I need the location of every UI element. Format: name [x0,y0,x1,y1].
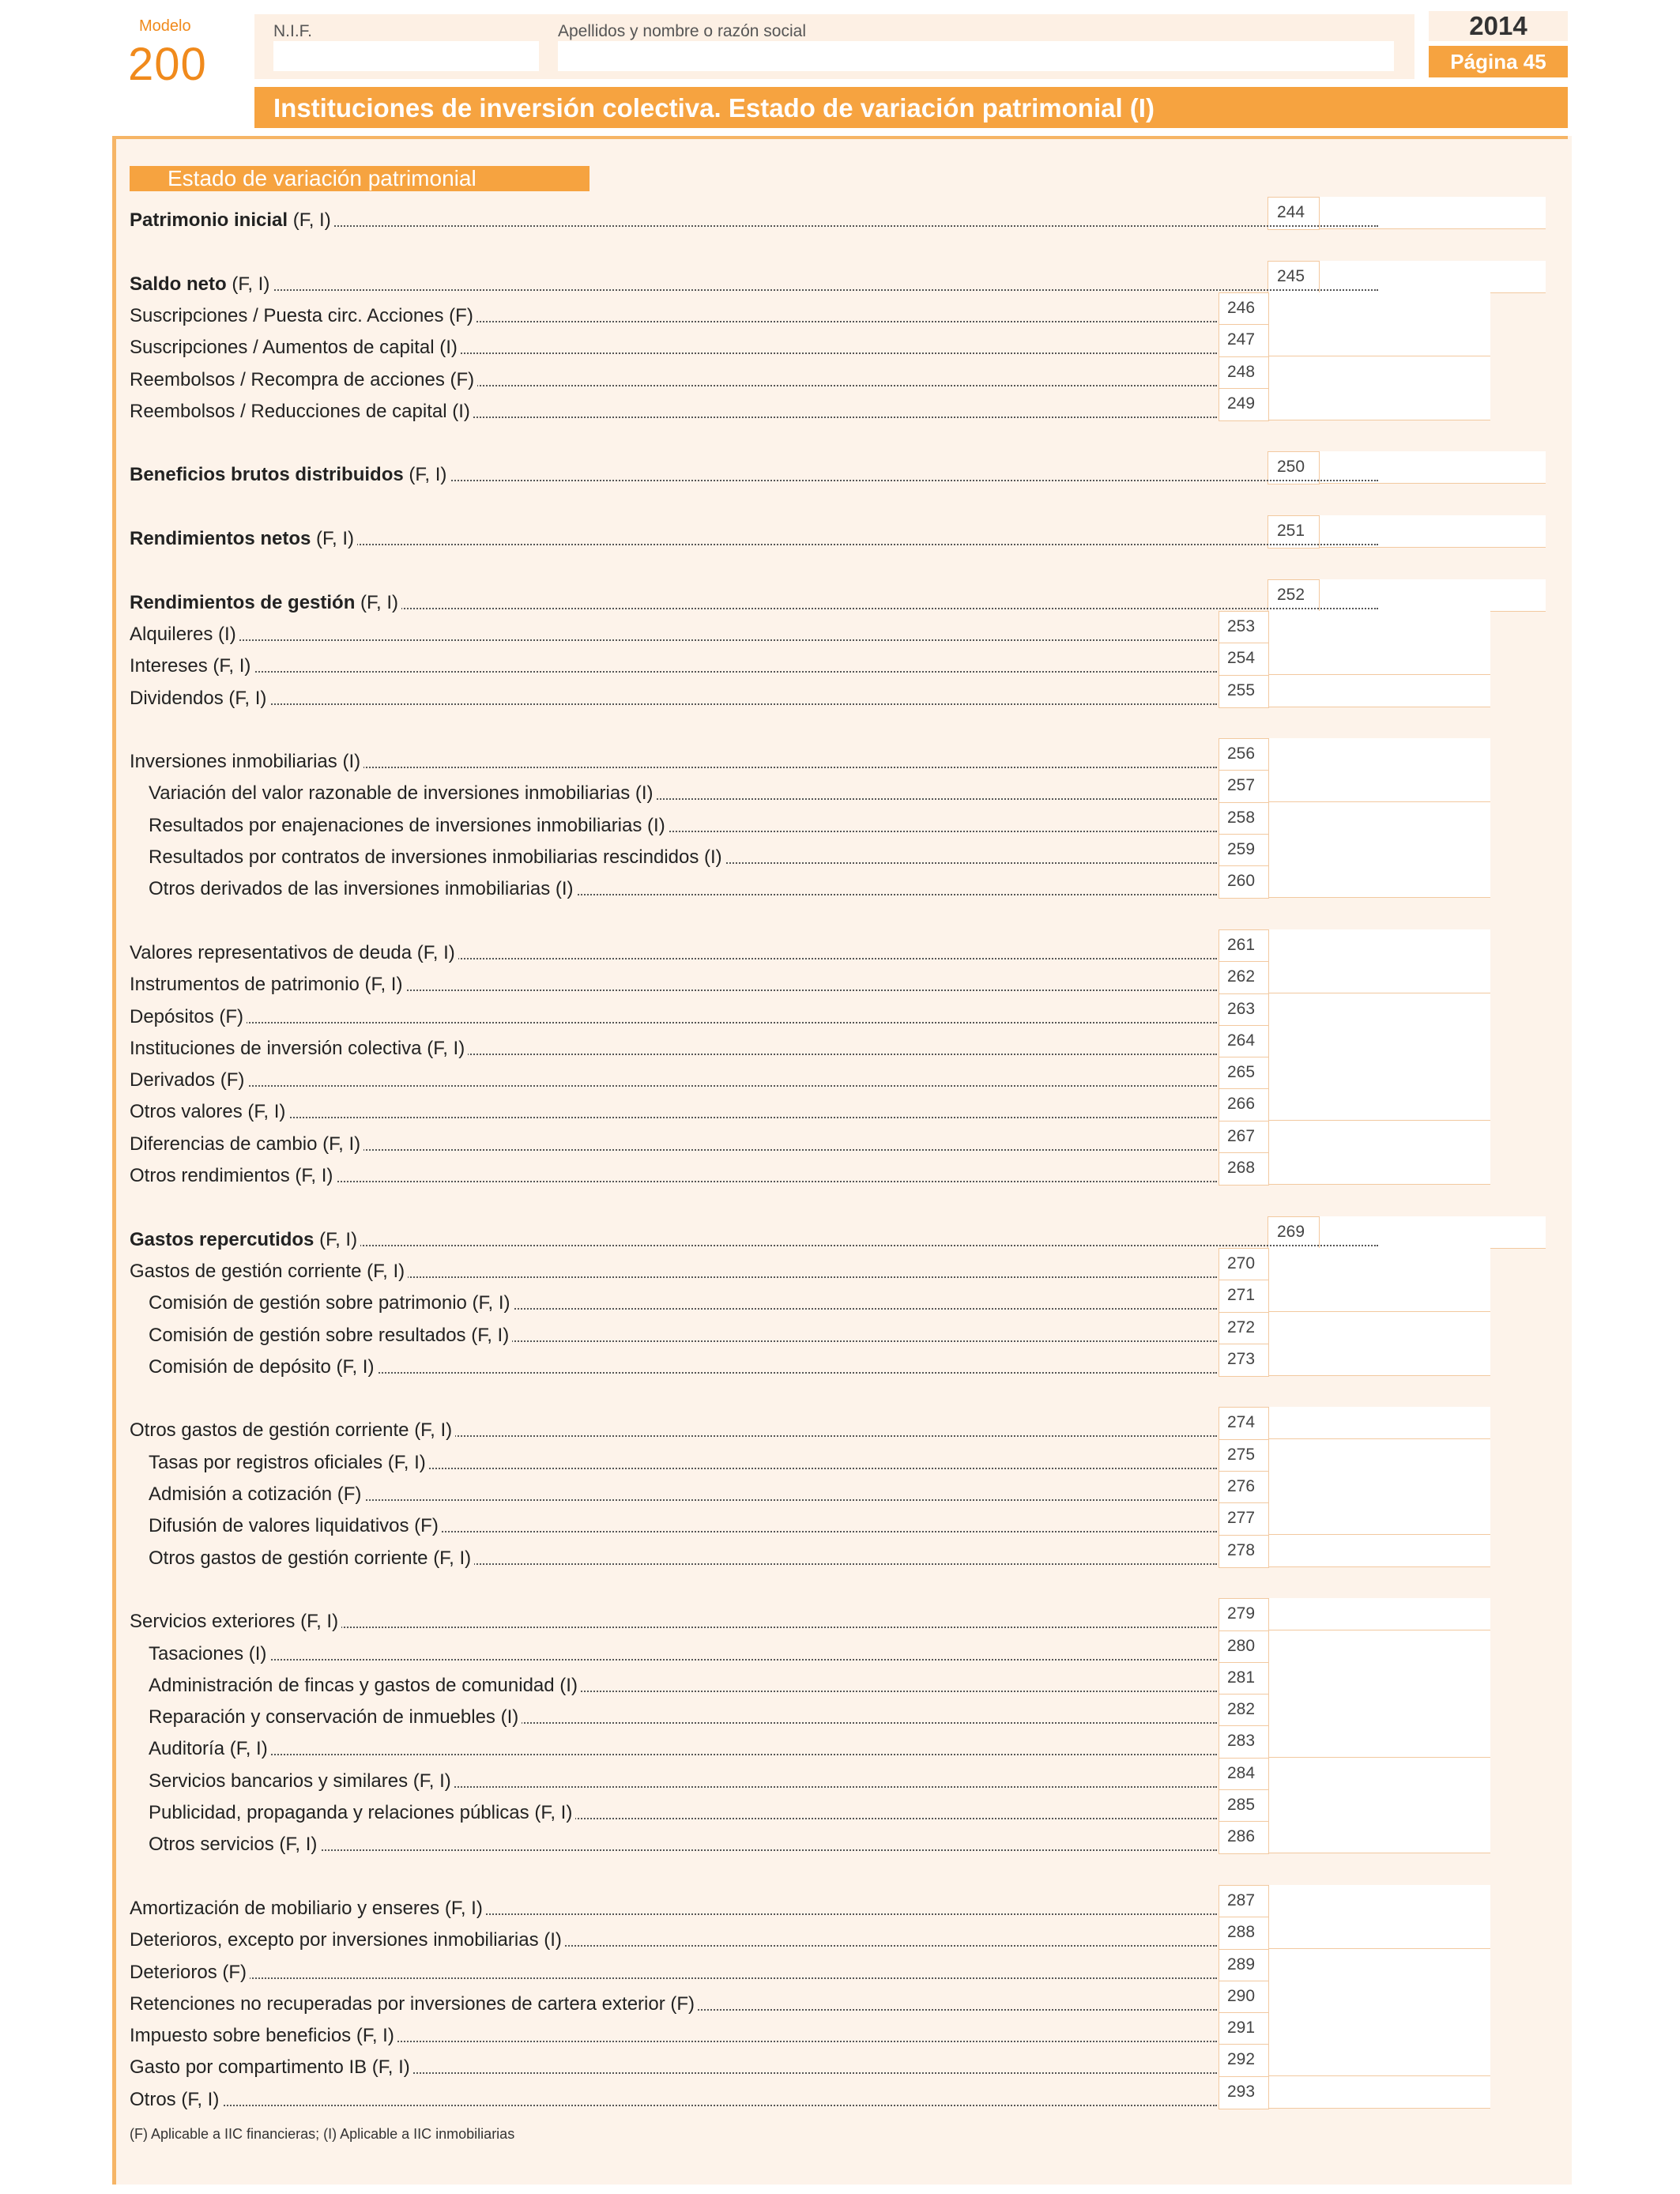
box-code-286: 286 [1227,1827,1256,1845]
box-code-256: 256 [1227,745,1256,763]
amount-field-251[interactable] [1320,515,1546,548]
amount-field-266[interactable] [1269,1088,1490,1121]
amount-field-280[interactable] [1269,1630,1490,1663]
row-label: Otros valores (F, I) [130,1101,288,1123]
box-code-284: 284 [1227,1764,1256,1782]
row-label: Admisión a cotización (F) [149,1483,364,1506]
form-row-281 [130,1667,1217,1698]
row-label: Suscripciones / Puesta circ. Acciones (F) [130,305,477,327]
form-row-285 [130,1794,1217,1826]
amount-field-288[interactable] [1269,1917,1490,1949]
amount-field-275[interactable] [1269,1439,1490,1472]
box-code-274: 274 [1227,1413,1256,1431]
row-label: Amortización de mobiliario y enseres (F, I) [130,1898,486,1920]
form-row-283 [130,1730,1217,1762]
amount-field-283[interactable] [1269,1725,1490,1758]
form-row-244 [130,202,1378,233]
amount-field-270[interactable] [1269,1248,1490,1280]
leader-dots [130,703,1217,705]
row-label: Alquileres (I) [130,624,239,646]
row-label: Difusión de valores liquidativos (F) [149,1515,442,1537]
form-row-267 [130,1125,1217,1157]
row-label: Comisión de gestión sobre resultados (F, I) [149,1325,512,1347]
amount-field-262[interactable] [1269,961,1490,993]
amount-field-245[interactable] [1320,261,1546,293]
amount-field-253[interactable] [1269,611,1490,643]
row-label: Depósitos (F) [130,1006,247,1028]
row-label: Retenciones no recuperadas por inversiones de cartera exterior (F) [130,1993,698,2015]
row-label: Rendimientos de gestión (F, I) [130,592,401,614]
box-code-278: 278 [1227,1541,1256,1559]
modelo-label: Modelo [139,17,191,35]
box-code-251: 251 [1277,522,1305,540]
row-label: Reembolsos / Recompra de acciones (F) [130,369,477,391]
box-code-270: 270 [1227,1254,1256,1272]
panel-top-border [112,136,1568,139]
row-label: Instituciones de inversión colectiva (F, I) [130,1038,468,1060]
amount-field-282[interactable] [1269,1694,1490,1726]
row-label: Patrimonio inicial (F, I) [130,209,334,232]
form-row-257 [130,775,1217,806]
row-label: Inversiones inmobiliarias (I) [130,751,363,773]
amount-field-286[interactable] [1269,1821,1490,1853]
amount-field-264[interactable] [1269,1025,1490,1057]
name-label: Apellidos y nombre o razón social [558,22,806,40]
amount-field-278[interactable] [1269,1535,1490,1567]
form-row-273 [130,1348,1217,1380]
form-row-255 [130,680,1217,711]
nif-field[interactable] [273,41,539,71]
amount-field-279[interactable] [1269,1598,1490,1630]
box-code-285: 285 [1227,1796,1256,1814]
box-code-263: 263 [1227,1000,1256,1018]
box-code-260: 260 [1227,872,1256,890]
row-label: Beneficios brutos distribuidos (F, I) [130,464,450,486]
section-title: Estado de variación patrimonial [168,166,477,190]
leader-dots [130,671,1217,673]
box-code-258: 258 [1227,809,1256,827]
form-row-279 [130,1603,1217,1634]
amount-field-249[interactable] [1269,388,1490,420]
amount-field-289[interactable] [1269,1949,1490,1981]
row-label: Resultados por enajenaciones de inversiones inmobiliarias (I) [149,815,669,837]
row-label: Resultados por contratos de inversiones inmobiliarias rescindidos (I) [149,846,725,869]
form-row-261 [130,934,1217,966]
form-row-291 [130,2017,1217,2049]
box-code-290: 290 [1227,1987,1256,2005]
box-code-265: 265 [1227,1063,1256,1081]
form-row-265 [130,1061,1217,1093]
form-row-258 [130,807,1217,839]
row-label: Saldo neto (F, I) [130,273,273,296]
amount-field-272[interactable] [1269,1312,1490,1344]
box-code-246: 246 [1227,299,1256,317]
box-code-267: 267 [1227,1127,1256,1145]
box-code-266: 266 [1227,1095,1256,1113]
form-row-268 [130,1157,1217,1189]
amount-field-277[interactable] [1269,1502,1490,1535]
row-label: Reembolsos / Reducciones de capital (I) [130,401,473,423]
page-badge: Página 45 [1429,46,1568,77]
row-label: Publicidad, propaganda y relaciones públicas (F, I) [149,1802,575,1824]
box-code-257: 257 [1227,776,1256,794]
row-label: Reparación y conservación de inmuebles (I) [149,1706,522,1728]
modelo-number: 200 [128,39,207,90]
box-code-269: 269 [1277,1223,1305,1241]
amount-field-252[interactable] [1320,579,1546,612]
form-row-248 [130,361,1217,393]
row-label: Auditoría (F, I) [149,1738,271,1760]
row-label: Otros (F, I) [130,2089,222,2111]
amount-field-284[interactable] [1269,1758,1490,1790]
amount-field-265[interactable] [1269,1057,1490,1089]
amount-field-246[interactable] [1269,292,1490,325]
amount-field-255[interactable] [1269,675,1490,707]
row-label: Otros gastos de gestión corriente (F, I) [130,1419,455,1442]
form-row-275 [130,1444,1217,1476]
form-row-250 [130,456,1378,488]
form-row-293 [130,2081,1217,2113]
row-label: Comisión de gestión sobre patrimonio (F, I) [149,1292,514,1314]
form-row-272 [130,1317,1217,1348]
box-code-283: 283 [1227,1732,1256,1750]
leader-dots [130,2105,1217,2106]
box-code-287: 287 [1227,1891,1256,1909]
box-code-250: 250 [1277,458,1305,476]
form-row-271 [130,1284,1217,1316]
form-row-287 [130,1890,1217,1921]
form-row-260 [130,870,1217,902]
form-row-259 [130,839,1217,870]
form-row-252 [130,584,1378,616]
form-row-278 [130,1540,1217,1571]
amount-field-291[interactable] [1269,2012,1490,2045]
row-label: Gastos repercutidos (F, I) [130,1229,360,1251]
row-label: Tasaciones (I) [149,1643,269,1665]
row-label: Deterioros, excepto por inversiones inmobiliarias (I) [130,1929,565,1951]
row-label: Gasto por compartimento IB (F, I) [130,2056,413,2079]
row-label: Otros rendimientos (F, I) [130,1165,336,1187]
amount-field-269[interactable] [1320,1216,1546,1249]
form-row-270 [130,1253,1217,1284]
leader-dots [130,289,1378,291]
box-code-255: 255 [1227,681,1256,699]
row-label: Otros servicios (F, I) [149,1834,320,1856]
box-code-244: 244 [1277,203,1305,221]
nif-label: N.I.F. [273,22,313,40]
form-row-249 [130,393,1217,424]
amount-field-271[interactable] [1269,1280,1490,1312]
amount-field-267[interactable] [1269,1121,1490,1153]
box-code-281: 281 [1227,1668,1256,1687]
form-row-245 [130,266,1378,297]
year-badge: 2014 [1429,11,1568,41]
name-field[interactable] [558,41,1394,71]
row-label: Servicios bancarios y similares (F, I) [149,1770,454,1793]
row-label: Comisión de depósito (F, I) [149,1356,377,1378]
row-label: Deterioros (F) [130,1962,250,1984]
form-row-263 [130,998,1217,1030]
form-row-286 [130,1826,1217,1857]
amount-field-293[interactable] [1269,2076,1490,2109]
amount-field-273[interactable] [1269,1344,1490,1376]
amount-field-268[interactable] [1269,1152,1490,1185]
form-row-282 [130,1698,1217,1730]
box-code-268: 268 [1227,1159,1256,1177]
row-label: Derivados (F) [130,1069,247,1091]
box-code-252: 252 [1277,586,1305,604]
amount-field-261[interactable] [1269,929,1490,962]
box-code-280: 280 [1227,1637,1256,1655]
box-code-247: 247 [1227,330,1256,349]
amount-field-250[interactable] [1320,451,1546,484]
amount-field-274[interactable] [1269,1407,1490,1439]
amount-field-287[interactable] [1269,1885,1490,1917]
row-label: Dividendos (F, I) [130,688,269,710]
form-row-251 [130,520,1378,552]
form-row-247 [130,329,1217,360]
page-title: Instituciones de inversión colectiva. Estado de variación patrimonial (I) [273,93,1155,123]
row-label: Gastos de gestión corriente (F, I) [130,1261,408,1283]
box-code-253: 253 [1227,617,1256,635]
form-row-262 [130,966,1217,997]
row-label: Otros gastos de gestión corriente (F, I) [149,1547,474,1570]
amount-field-292[interactable] [1269,2044,1490,2076]
form-row-276 [130,1476,1217,1507]
leader-dots [149,1754,1217,1755]
amount-field-276[interactable] [1269,1471,1490,1503]
box-code-272: 272 [1227,1318,1256,1336]
box-code-279: 279 [1227,1604,1256,1623]
form-row-290 [130,1985,1217,2017]
box-code-273: 273 [1227,1350,1256,1368]
box-code-264: 264 [1227,1031,1256,1050]
row-label: Variación del valor razonable de inversiones inmobiliarias (I) [149,782,657,805]
row-label: Administración de fincas y gastos de comunidad (I) [149,1675,581,1697]
row-label: Rendimientos netos (F, I) [130,528,357,550]
amount-field-256[interactable] [1269,738,1490,771]
box-code-248: 248 [1227,363,1256,381]
box-code-288: 288 [1227,1923,1256,1941]
amount-field-260[interactable] [1269,865,1490,898]
leader-dots [149,1659,1217,1661]
form-row-256 [130,743,1217,775]
box-code-259: 259 [1227,840,1256,858]
form-row-284 [130,1762,1217,1794]
box-code-289: 289 [1227,1955,1256,1973]
amount-field-244[interactable] [1320,197,1546,229]
box-code-249: 249 [1227,394,1256,413]
amount-field-281[interactable] [1269,1662,1490,1695]
box-code-275: 275 [1227,1446,1256,1464]
form-row-289 [130,1954,1217,1985]
amount-field-248[interactable] [1269,356,1490,389]
row-label: Valores representativos de deuda (F, I) [130,942,458,964]
row-label: Instrumentos de patrimonio (F, I) [130,974,405,996]
form-row-292 [130,2049,1217,2080]
box-code-282: 282 [1227,1700,1256,1718]
leader-dots [130,1022,1217,1023]
box-code-293: 293 [1227,2083,1256,2101]
amount-field-285[interactable] [1269,1789,1490,1822]
form-row-266 [130,1093,1217,1125]
leader-dots [130,639,1217,641]
amount-field-290[interactable] [1269,1981,1490,2013]
form-row-280 [130,1635,1217,1667]
footnote: (F) Aplicable a IIC financieras; (I) Aplicable a IIC inmobiliarias [130,2126,515,2142]
leader-dots [130,1117,1217,1118]
amount-field-258[interactable] [1269,802,1490,835]
row-label: Diferencias de cambio (F, I) [130,1133,363,1155]
box-code-245: 245 [1277,267,1305,285]
form-row-269 [130,1221,1378,1253]
amount-field-247[interactable] [1269,324,1490,356]
box-code-291: 291 [1227,2019,1256,2037]
box-code-277: 277 [1227,1509,1256,1527]
box-code-261: 261 [1227,936,1256,954]
box-code-292: 292 [1227,2050,1256,2068]
box-code-254: 254 [1227,649,1256,667]
box-code-262: 262 [1227,967,1256,986]
amount-field-263[interactable] [1269,993,1490,1026]
form-row-277 [130,1507,1217,1539]
form-row-264 [130,1030,1217,1061]
row-label: Intereses (F, I) [130,655,254,677]
form-row-246 [130,297,1217,329]
row-label: Suscripciones / Aumentos de capital (I) [130,337,461,359]
amount-field-257[interactable] [1269,770,1490,802]
form-row-274 [130,1412,1217,1443]
form-row-254 [130,647,1217,679]
row-label: Tasas por registros oficiales (F, I) [149,1452,429,1474]
amount-field-259[interactable] [1269,834,1490,866]
form-row-288 [130,1921,1217,1953]
row-label: Otros derivados de las inversiones inmobiliarias (I) [149,878,577,900]
row-label: Impuesto sobre beneficios (F, I) [130,2025,397,2047]
leader-dots [130,1085,1217,1087]
form-row-253 [130,616,1217,647]
box-code-276: 276 [1227,1477,1256,1495]
row-label: Servicios exteriores (F, I) [130,1611,341,1633]
leader-dots [130,1977,1217,1979]
amount-field-254[interactable] [1269,643,1490,675]
box-code-271: 271 [1227,1286,1256,1304]
